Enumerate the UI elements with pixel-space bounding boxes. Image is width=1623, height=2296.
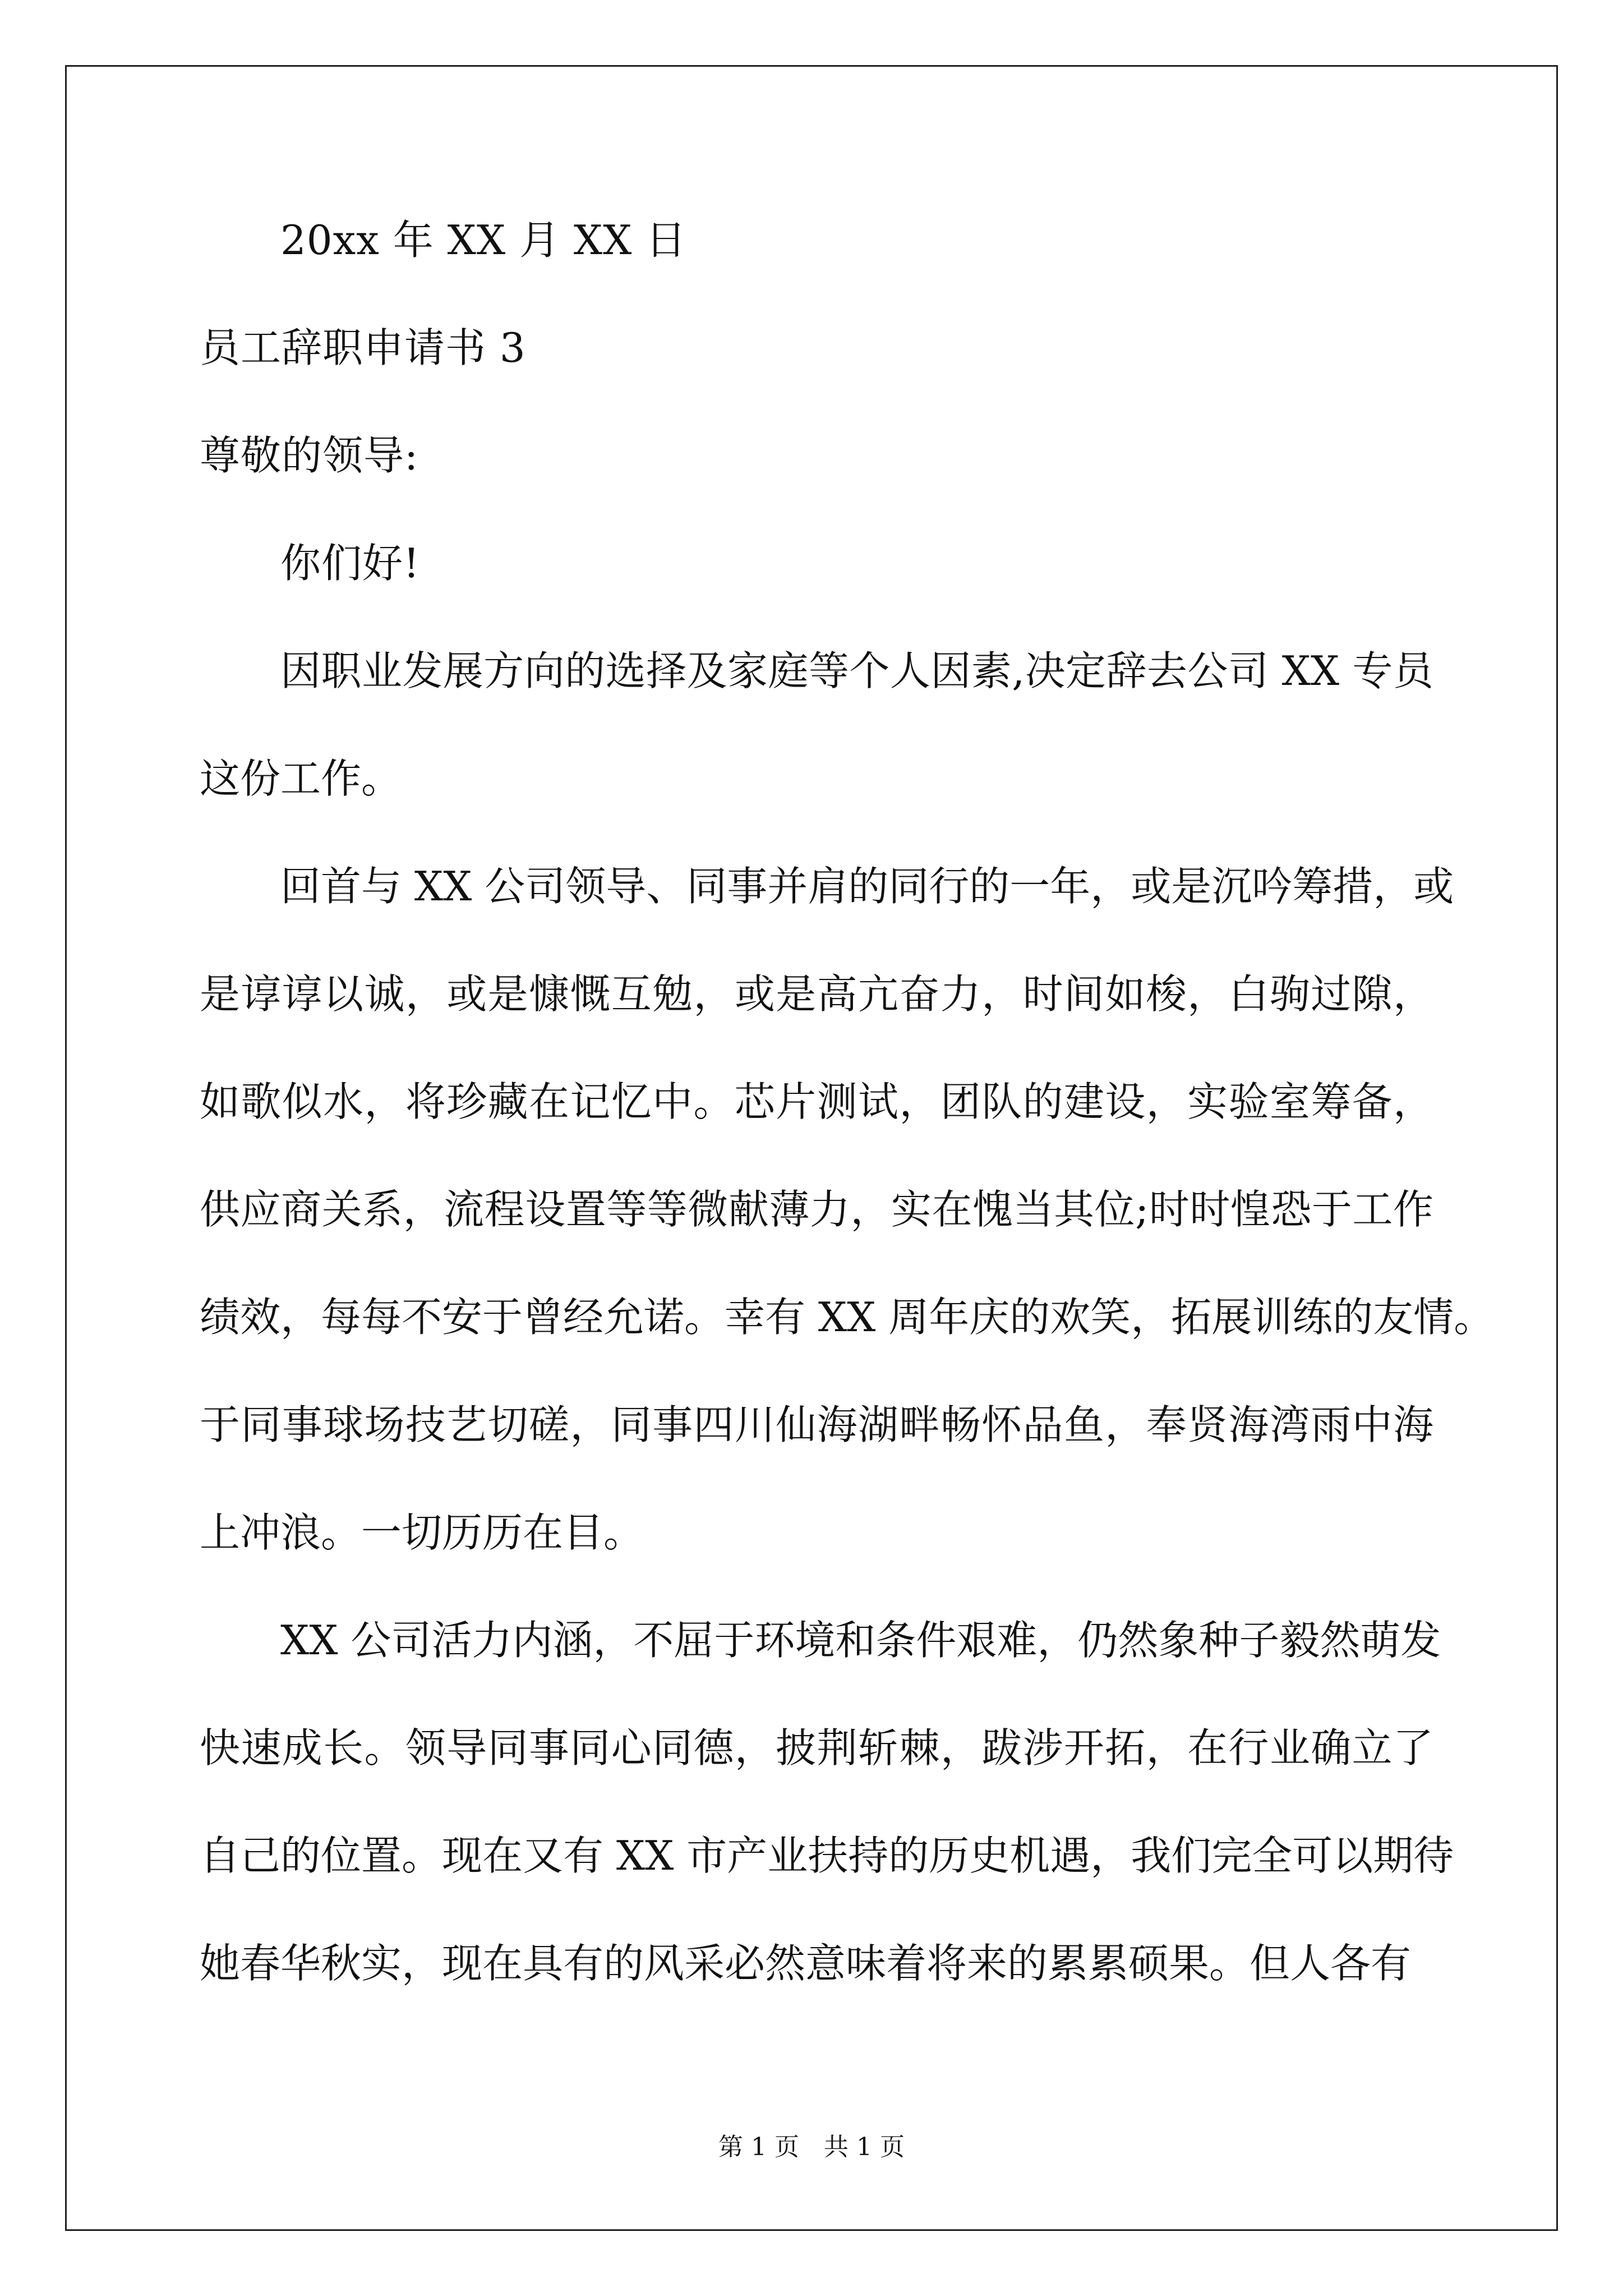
document-title: 员工辞职申请书 3 [200, 324, 526, 371]
paragraph-line: 如歌似水，将珍藏在记忆中。芯片测试，团队的建设，实验室筹备， [200, 1078, 1433, 1125]
page-footer: 第 1 页 共 1 页 [718, 2133, 905, 2161]
paragraph-2 [200, 859, 1495, 1559]
paragraph-line: XX 公司活力内涵，不屈于环境和条件艰难，仍然象种子毅然萌发 [280, 1617, 1441, 1664]
greeting: 你们好! [280, 540, 420, 587]
paragraph-line: 自己的位置。现在又有 XX 市产业扶持的历史机遇，我们完全可以期待 [200, 1832, 1454, 1879]
salutation: 尊敬的领导: [200, 432, 419, 479]
paragraph-line: 因职业发展方向的选择及家庭等个人因素,决定辞去公司 XX 专员 [280, 647, 1433, 694]
paragraph-line: 她春华秋实，现在具有的风采必然意味着将来的累累硕果。但人各有 [200, 1940, 1412, 1987]
paragraph-line: 绩效，每每不安于曾经允诺。幸有 XX 周年庆的欢笑，拓展训练的友情。 [200, 1294, 1495, 1341]
paragraph-1 [200, 644, 1433, 806]
paragraph-line: 于同事球场技艺切磋，同事四川仙海湖畔畅怀品鱼，奉贤海湾雨中海 [200, 1401, 1433, 1448]
date-line: 20xx 年 XX 月 XX 日 [280, 217, 687, 264]
paragraph-line: 这份工作。 [200, 755, 402, 802]
paragraph-line: 回首与 XX 公司领导、同事并肩的同行的一年，或是沉吟筹措，或 [280, 863, 1454, 910]
paragraph-line: 上冲浪。一切历历在目。 [200, 1509, 644, 1556]
document-body [200, 213, 1495, 2044]
paragraph-line: 供应商关系，流程设置等等微献薄力，实在愧当其位;时时惶恐于工作 [200, 1186, 1433, 1233]
paragraph-3 [200, 1613, 1454, 1990]
paragraph-line: 快速成长。领导同事同心同德，披荆斩棘，跋涉开拓，在行业确立了 [200, 1724, 1433, 1772]
paragraph-line: 是谆谆以诚，或是慷慨互勉，或是高亢奋力，时间如梭，白驹过隙， [200, 970, 1433, 1018]
